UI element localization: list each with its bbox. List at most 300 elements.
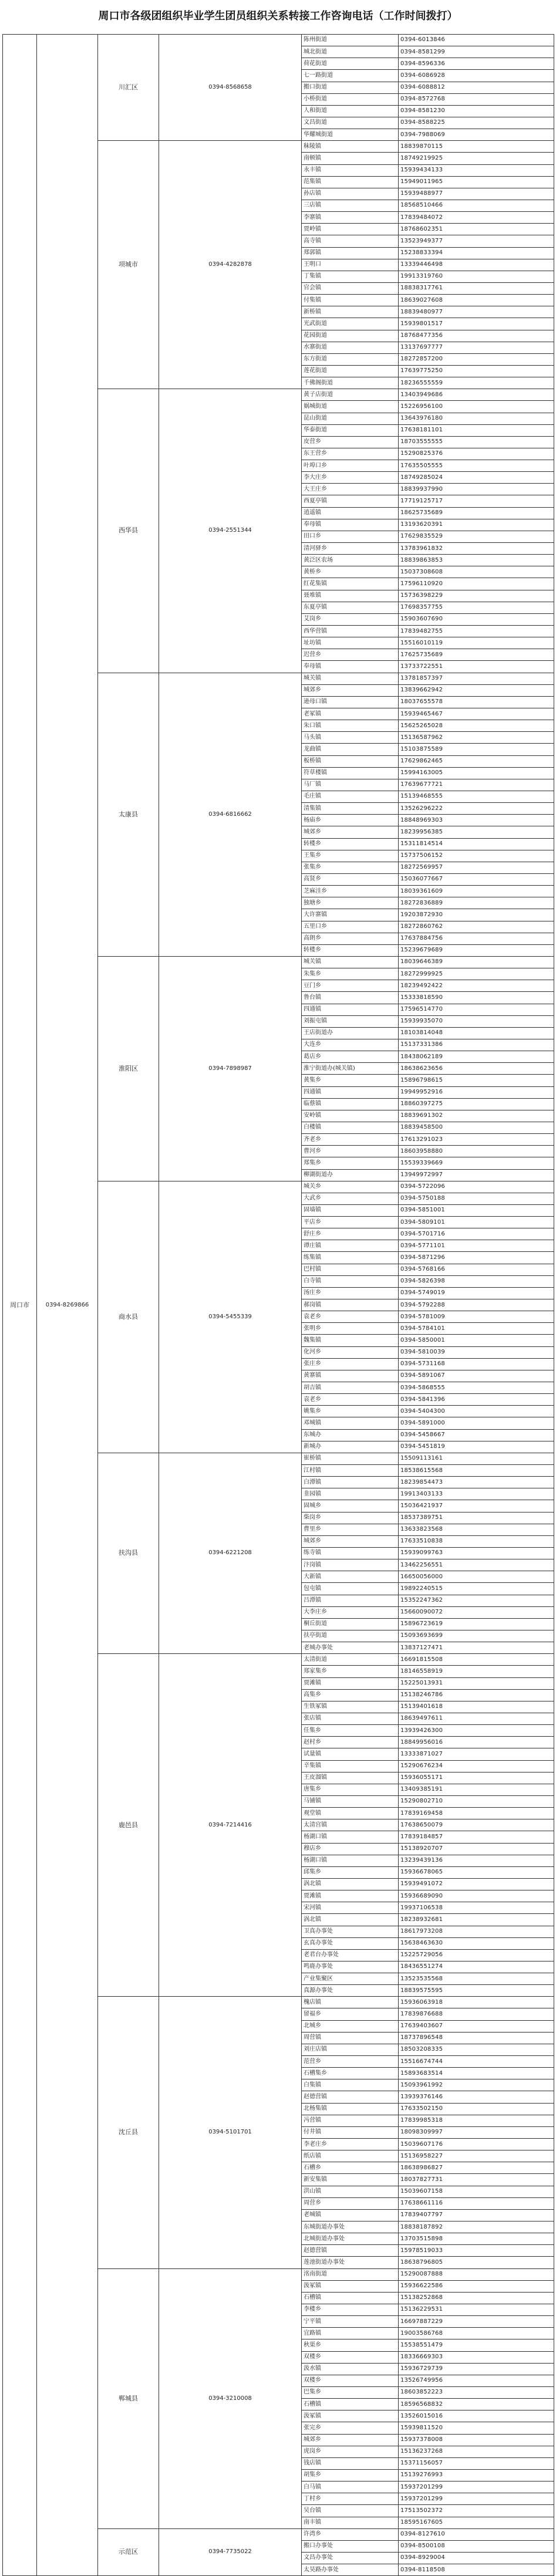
town-name: 文昌办事处 xyxy=(302,2552,399,2564)
town-name: 邱集乡 xyxy=(302,1866,399,1878)
town-name: 任集乡 xyxy=(302,1725,399,1737)
town-name: 板桥镇 xyxy=(302,755,399,767)
town-phone: 17638661116 xyxy=(399,2197,554,2209)
town-name: 宁平镇 xyxy=(302,2316,399,2328)
town-phone: 18503208335 xyxy=(399,2044,554,2055)
town-phone: 19913319760 xyxy=(399,271,554,282)
town-name: 清河驿乡 xyxy=(302,543,399,555)
town-name: 北城街道办事处 xyxy=(302,2233,399,2245)
town-phone: 0394-5841396 xyxy=(399,1394,554,1406)
town-name: 真源办事处 xyxy=(302,1985,399,1997)
town-name: 郝岗镇 xyxy=(302,1299,399,1311)
town-name: 谭庄镇 xyxy=(302,1240,399,1252)
town-phone: 15509113161 xyxy=(399,1453,554,1464)
town-phone: 15093961992 xyxy=(399,2079,554,2091)
town-name: 黄集乡 xyxy=(302,1075,399,1086)
town-phone: 15136587962 xyxy=(399,732,554,744)
town-name: 城北街道 xyxy=(302,46,399,58)
town-name: 张店镇 xyxy=(302,1713,399,1724)
town-phone: 18595167605 xyxy=(399,2517,554,2528)
town-name: 五里口乡 xyxy=(302,921,399,933)
town-name: 红花集镇 xyxy=(302,578,399,590)
town-name: 舒庄乡 xyxy=(302,1228,399,1240)
town-name: 高朗乡 xyxy=(302,933,399,944)
town-phone: 16691815508 xyxy=(399,1654,554,1666)
town-name: 扶亭街道 xyxy=(302,1630,399,1642)
town-phone: 19913403133 xyxy=(399,1488,554,1500)
town-name: 付井镇 xyxy=(302,2126,399,2138)
town-phone: 18639027608 xyxy=(399,295,554,306)
town-phone: 0394-8588225 xyxy=(399,117,554,129)
town-phone: 17625735689 xyxy=(399,649,554,661)
town-name: 老君台办事处 xyxy=(302,1949,399,1961)
town-name: 平店乡 xyxy=(302,1217,399,1228)
district-phone: 0394-7214416 xyxy=(159,1654,302,1997)
town-name: 迟营乡 xyxy=(302,649,399,661)
town-name: 练集镇 xyxy=(302,1252,399,1264)
town-name: 城郊乡 xyxy=(302,1535,399,1547)
town-phone: 0394-5891067 xyxy=(399,1370,554,1382)
town-phone: 15238833394 xyxy=(399,247,554,259)
town-name: 贾滩镇 xyxy=(302,1890,399,1902)
town-phone: 15290676234 xyxy=(399,1760,554,1772)
table-body xyxy=(3,35,554,2576)
town-phone: 17638650079 xyxy=(399,1819,554,1831)
town-phone: 0394-8581299 xyxy=(399,46,554,58)
town-name: 芝麻洼乡 xyxy=(302,886,399,897)
town-name: 艾岗乡 xyxy=(302,613,399,625)
town-name: 叶埠口乡 xyxy=(302,460,399,472)
town-phone: 15936622586 xyxy=(399,2280,554,2292)
town-name: 马铺镇 xyxy=(302,1795,399,1807)
town-name: 址坊镇 xyxy=(302,637,399,649)
town-name: 大许寨镇 xyxy=(302,909,399,921)
town-phone: 15939801517 xyxy=(399,318,554,330)
town-phone: 18146558919 xyxy=(399,1666,554,1677)
town-phone: 18839863853 xyxy=(399,555,554,566)
town-phone: 13526296222 xyxy=(399,803,554,815)
town-phone: 18638623656 xyxy=(399,1063,554,1075)
town-name: 槐店镇 xyxy=(302,1997,399,2008)
district-name: 淮阳区 xyxy=(98,956,159,1181)
town-name: 马头镇 xyxy=(302,732,399,744)
town-name: 郑集乡 xyxy=(302,1157,399,1169)
town-phone: 15896798615 xyxy=(399,1075,554,1086)
town-phone: 15290802710 xyxy=(399,1795,554,1807)
town-name: 四通镇 xyxy=(302,1004,399,1015)
town-name: 生铁冢镇 xyxy=(302,1701,399,1713)
town-name: 辛集镇 xyxy=(302,1760,399,1772)
town-phone: 13239439136 xyxy=(399,1855,554,1866)
town-name: 产业集聚区 xyxy=(302,1973,399,1985)
town-phone: 0394-5809101 xyxy=(399,1217,554,1228)
town-phone: 18617973208 xyxy=(399,1926,554,1937)
town-phone: 15103875589 xyxy=(399,744,554,755)
town-name: 水寨街道 xyxy=(302,342,399,353)
town-phone: 18039361609 xyxy=(399,886,554,897)
town-name: 刘振屯镇 xyxy=(302,1015,399,1027)
town-phone: 15939465467 xyxy=(399,708,554,720)
district-name: 商水县 xyxy=(98,1181,159,1453)
town-name: 莲花街道 xyxy=(302,365,399,377)
town-name: 固城乡 xyxy=(302,1500,399,1512)
district-phone: 0394-6221208 xyxy=(159,1453,302,1653)
town-name: 付集镇 xyxy=(302,295,399,306)
town-phone: 17639403607 xyxy=(399,2020,554,2032)
town-phone: 13703515898 xyxy=(399,2233,554,2245)
town-name: 试量镇 xyxy=(302,1748,399,1760)
town-name: 穆店乡 xyxy=(302,1843,399,1855)
town-name: 黄寨镇 xyxy=(302,1370,399,1382)
town-phone: 13409385191 xyxy=(399,1784,554,1795)
town-phone: 0394-5451819 xyxy=(399,1441,554,1453)
town-phone: 15736398229 xyxy=(399,590,554,602)
town-name: 奉母镇 xyxy=(302,519,399,531)
town-phone: 0394-8581230 xyxy=(399,105,554,117)
town-phone: 13939376146 xyxy=(399,2091,554,2103)
town-phone: 15896723619 xyxy=(399,1618,554,1630)
town-name: 赵村乡 xyxy=(302,1737,399,1748)
table-row xyxy=(3,35,554,46)
town-phone: 15638463630 xyxy=(399,1937,554,1949)
town-name: 姚集乡 xyxy=(302,1406,399,1417)
town-name: 袁老乡 xyxy=(302,1311,399,1323)
town-phone: 18037827731 xyxy=(399,2174,554,2186)
town-phone: 15937201299 xyxy=(399,2482,554,2493)
town-name: 东方街道 xyxy=(302,353,399,365)
town-name: 崔桥镇 xyxy=(302,1453,399,1464)
town-name: 华耀城街道 xyxy=(302,129,399,141)
town-name: 洪山镇 xyxy=(302,2186,399,2197)
town-phone: 18839870115 xyxy=(399,141,554,153)
town-name: 黄子店街道 xyxy=(302,389,399,401)
town-name: 齐老乡 xyxy=(302,1134,399,1146)
town-phone: 15093693699 xyxy=(399,1630,554,1642)
town-phone: 0394-5871296 xyxy=(399,1252,554,1264)
town-phone: 0394-5851001 xyxy=(399,1204,554,1216)
town-phone: 13523949377 xyxy=(399,235,554,247)
town-phone: 15939488977 xyxy=(399,188,554,200)
town-phone: 13949972997 xyxy=(399,1169,554,1181)
town-name: 周营镇 xyxy=(302,2032,399,2044)
town-name: 太清街道 xyxy=(302,1654,399,1666)
town-phone: 18639497611 xyxy=(399,1713,554,1724)
town-phone: 13137697777 xyxy=(399,342,554,353)
town-phone: 0394-8572768 xyxy=(399,93,554,105)
town-phone: 13633823568 xyxy=(399,1524,554,1535)
town-name: 高集乡 xyxy=(302,1689,399,1701)
town-name: 转楼乡 xyxy=(302,838,399,850)
town-phone: 18737896548 xyxy=(399,2032,554,2044)
town-phone: 17513502372 xyxy=(399,2505,554,2517)
town-name: 化河乡 xyxy=(302,1346,399,1358)
town-phone: 18768477356 xyxy=(399,330,554,342)
town-name: 太昊路办事处 xyxy=(302,2564,399,2576)
town-phone: 18098309997 xyxy=(399,2126,554,2138)
town-phone: 15949011965 xyxy=(399,176,554,188)
town-name: 白马镇 xyxy=(302,2482,399,2493)
town-phone: 13781857397 xyxy=(399,673,554,684)
town-phone: 17639677721 xyxy=(399,779,554,791)
town-phone: 17839484072 xyxy=(399,212,554,224)
town-name: 官会镇 xyxy=(302,282,399,294)
town-phone: 18103814048 xyxy=(399,1027,554,1039)
town-name: 淮宁街道办(城关镇) xyxy=(302,1063,399,1075)
town-phone: 18838187892 xyxy=(399,2221,554,2233)
town-phone: 15939491072 xyxy=(399,1878,554,1890)
town-phone: 15138246786 xyxy=(399,1689,554,1701)
town-name: 黄泛区农场 xyxy=(302,555,399,566)
town-phone: 18839458500 xyxy=(399,1122,554,1133)
town-phone: 13403949686 xyxy=(399,389,554,401)
town-name: 三店镇 xyxy=(302,200,399,211)
town-phone: 15039607176 xyxy=(399,2139,554,2150)
town-name: 豆门乡 xyxy=(302,980,399,992)
town-name: 邓城镇 xyxy=(302,1417,399,1429)
town-name: 郑郭镇 xyxy=(302,247,399,259)
town-phone: 15039607158 xyxy=(399,2186,554,2197)
town-phone: 13462256551 xyxy=(399,1559,554,1571)
town-phone: 18239854473 xyxy=(399,1477,554,1488)
town-name: 巴集乡 xyxy=(302,2386,399,2398)
town-name: 桐丘街道 xyxy=(302,1618,399,1630)
city-phone: 0394-8269866 xyxy=(37,35,98,2576)
town-phone: 13523535568 xyxy=(399,1973,554,1985)
town-name: 江村镇 xyxy=(302,1465,399,1477)
town-phone: 17839407797 xyxy=(399,2209,554,2221)
town-phone: 16650056000 xyxy=(399,1571,554,1583)
town-name: 王店街道办 xyxy=(302,1027,399,1039)
town-name: 吴台镇 xyxy=(302,2505,399,2517)
town-phone: 15290087888 xyxy=(399,2268,554,2280)
town-name: 固墙镇 xyxy=(302,1204,399,1216)
town-name: 石槽镇 xyxy=(302,2399,399,2410)
town-name: 新安集镇 xyxy=(302,2174,399,2186)
town-phone: 18768602351 xyxy=(399,224,554,235)
town-name: 胡吉镇 xyxy=(302,1382,399,1394)
town-phone: 15036421937 xyxy=(399,1500,554,1512)
town-phone: 0394-5850001 xyxy=(399,1335,554,1346)
town-phone: 0394-5781009 xyxy=(399,1311,554,1323)
town-name: 李老庄乡 xyxy=(302,2139,399,2150)
town-phone: 15978519033 xyxy=(399,2245,554,2257)
town-phone: 18638796805 xyxy=(399,2257,554,2268)
town-phone: 16697887229 xyxy=(399,2316,554,2328)
town-name: 唐集乡 xyxy=(302,1784,399,1795)
town-name: 清集镇 xyxy=(302,803,399,815)
town-phone: 15994163005 xyxy=(399,767,554,779)
town-name: 东王营乡 xyxy=(302,448,399,460)
town-phone: 17638181101 xyxy=(399,424,554,436)
town-name: 汴岗镇 xyxy=(302,1559,399,1571)
town-phone: 18436551274 xyxy=(399,1961,554,1973)
town-phone: 0394-5810039 xyxy=(399,1346,554,1358)
town-name: 城关镇 xyxy=(302,673,399,684)
town-phone: 15660090072 xyxy=(399,1606,554,1618)
town-name: 丁集镇 xyxy=(302,271,399,282)
town-phone: 19937106538 xyxy=(399,1902,554,1914)
town-name: 巴村镇 xyxy=(302,1264,399,1275)
town-name: 花园街道 xyxy=(302,330,399,342)
town-name: 千佛阁街道 xyxy=(302,377,399,389)
town-phone: 18239492422 xyxy=(399,980,554,992)
town-name: 老冢镇 xyxy=(302,708,399,720)
town-name: 南丰镇 xyxy=(302,2517,399,2528)
town-name: 马厂镇 xyxy=(302,779,399,791)
town-name: 钱店镇 xyxy=(302,2457,399,2469)
town-phone: 15139468555 xyxy=(399,791,554,803)
town-phone: 13939426300 xyxy=(399,1725,554,1737)
town-phone: 15936689090 xyxy=(399,1890,554,1902)
town-name: 袁老乡 xyxy=(302,1394,399,1406)
town-name: 留福乡 xyxy=(302,2008,399,2020)
town-phone: 17596110920 xyxy=(399,578,554,590)
town-phone: 17613291023 xyxy=(399,1134,554,1146)
town-name: 大新镇 xyxy=(302,1571,399,1583)
town-phone: 17629862465 xyxy=(399,755,554,767)
town-name: 鸣鹿办事处 xyxy=(302,1961,399,1973)
town-name: 汲水镇 xyxy=(302,2363,399,2375)
town-phone: 15139401618 xyxy=(399,1701,554,1713)
town-name: 许湾乡 xyxy=(302,2528,399,2540)
town-phone: 0394-5891000 xyxy=(399,1417,554,1429)
town-phone: 18638986827 xyxy=(399,2162,554,2174)
town-name: 葛店乡 xyxy=(302,1051,399,1063)
district-phone: 0394-2551344 xyxy=(159,389,302,673)
contact-table xyxy=(2,34,554,2576)
town-name: 东城街道办事处 xyxy=(302,2221,399,2233)
town-phone: 15138920707 xyxy=(399,1843,554,1855)
town-name: 城关镇 xyxy=(302,956,399,968)
town-phone: 13193620391 xyxy=(399,519,554,531)
town-phone: 19949952916 xyxy=(399,1086,554,1098)
town-name: 白寺镇 xyxy=(302,1275,399,1287)
town-name: 文昌街道 xyxy=(302,117,399,129)
town-name: 聂堆镇 xyxy=(302,590,399,602)
town-phone: 0394-5768166 xyxy=(399,1264,554,1275)
town-phone: 17635505555 xyxy=(399,460,554,472)
town-name: 卫真办事处 xyxy=(302,1926,399,1937)
town-name: 西华营镇 xyxy=(302,626,399,637)
town-phone: 18839480977 xyxy=(399,306,554,318)
town-phone: 18272860762 xyxy=(399,921,554,933)
town-name: 宜路镇 xyxy=(302,2328,399,2339)
town-phone: 18749219925 xyxy=(399,153,554,164)
town-phone: 18438062189 xyxy=(399,1051,554,1063)
town-phone: 15371156057 xyxy=(399,2457,554,2469)
town-name: 洺南街道 xyxy=(302,2268,399,2280)
town-name: 朱集乡 xyxy=(302,968,399,980)
town-phone: 18703555555 xyxy=(399,436,554,448)
town-phone: 0394-5458667 xyxy=(399,1429,554,1441)
city-name: 周口市 xyxy=(3,35,37,2576)
town-phone: 18272857200 xyxy=(399,353,554,365)
town-name: 毛庄镇 xyxy=(302,791,399,803)
town-phone: 18336669303 xyxy=(399,2351,554,2363)
town-name: 七一路街道 xyxy=(302,70,399,82)
town-name: 包屯镇 xyxy=(302,1583,399,1595)
town-name: 昆山街道 xyxy=(302,413,399,424)
town-name: 独塘乡 xyxy=(302,897,399,909)
town-phone: 0394-5868555 xyxy=(399,1382,554,1394)
town-name: 搬口街道 xyxy=(302,82,399,93)
town-name: 大连乡 xyxy=(302,1039,399,1051)
town-phone: 18272999925 xyxy=(399,968,554,980)
town-name: 高寺镇 xyxy=(302,235,399,247)
town-name: 张集乡 xyxy=(302,862,399,873)
district-phone: 0394-5101701 xyxy=(159,1997,302,2268)
town-name: 白集镇 xyxy=(302,2079,399,2091)
town-phone: 18272569957 xyxy=(399,862,554,873)
town-name: 孙店镇 xyxy=(302,188,399,200)
town-name: 大王庄乡 xyxy=(302,484,399,495)
town-phone: 15936055171 xyxy=(399,1772,554,1784)
town-phone: 18568510466 xyxy=(399,200,554,211)
town-name: 四通镇 xyxy=(302,1086,399,1098)
town-phone: 17719125717 xyxy=(399,495,554,507)
district-name: 西华县 xyxy=(98,389,159,673)
town-name: 范营乡 xyxy=(302,2056,399,2068)
town-name: 石槽镇 xyxy=(302,2292,399,2304)
town-phone: 17639775250 xyxy=(399,365,554,377)
town-phone: 0394-5749019 xyxy=(399,1287,554,1299)
district-name: 川汇区 xyxy=(98,35,159,141)
town-name: 王集乡 xyxy=(302,850,399,862)
town-name: 双楼乡 xyxy=(302,2351,399,2363)
town-name: 新桥镇 xyxy=(302,306,399,318)
town-name: 李楼乡 xyxy=(302,2304,399,2316)
town-phone: 15226956100 xyxy=(399,401,554,413)
district-phone: 0394-7735022 xyxy=(159,2528,302,2576)
town-name: 华泰街道 xyxy=(302,424,399,436)
town-name: 符草楼镇 xyxy=(302,767,399,779)
town-phone: 15516674744 xyxy=(399,2056,554,2068)
town-phone: 17698357755 xyxy=(399,602,554,613)
town-name: 郑家集乡 xyxy=(302,1666,399,1677)
town-name: 双楼乡 xyxy=(302,2375,399,2386)
town-name: 东城办 xyxy=(302,1429,399,1441)
town-phone: 17633502150 xyxy=(399,2103,554,2115)
town-name: 奉母镇 xyxy=(302,661,399,673)
town-phone: 13339446498 xyxy=(399,259,554,271)
town-name: 玄真办事处 xyxy=(302,1937,399,1949)
town-phone: 15333818590 xyxy=(399,992,554,1004)
town-phone: 15937201299 xyxy=(399,2493,554,2505)
town-phone: 15939434133 xyxy=(399,164,554,176)
town-name: 韭园镇 xyxy=(302,1488,399,1500)
town-name: 城郊乡 xyxy=(302,684,399,696)
town-name: 老城镇 xyxy=(302,2209,399,2221)
district-name: 示范区 xyxy=(98,2528,159,2576)
town-name: 娲城街道 xyxy=(302,401,399,413)
town-name: 陈州街道 xyxy=(302,35,399,46)
district-phone: 0394-6816662 xyxy=(159,673,302,956)
town-name: 老城办事处 xyxy=(302,1642,399,1654)
district-phone: 0394-3210008 xyxy=(159,2268,302,2528)
town-phone: 18239956385 xyxy=(399,826,554,838)
town-phone: 19892240515 xyxy=(399,1583,554,1595)
town-phone: 13643976180 xyxy=(399,413,554,424)
town-phone: 0394-5750188 xyxy=(399,1193,554,1204)
town-phone: 17637884756 xyxy=(399,933,554,944)
town-phone: 13837127471 xyxy=(399,1642,554,1654)
town-name: 杨庙乡 xyxy=(302,815,399,826)
town-name: 搬口办事处 xyxy=(302,2540,399,2552)
town-phone: 18603852223 xyxy=(399,2386,554,2398)
town-phone: 15939935070 xyxy=(399,1015,554,1027)
town-name: 北杨集镇 xyxy=(302,2103,399,2115)
town-name: 安岭镇 xyxy=(302,1110,399,1122)
